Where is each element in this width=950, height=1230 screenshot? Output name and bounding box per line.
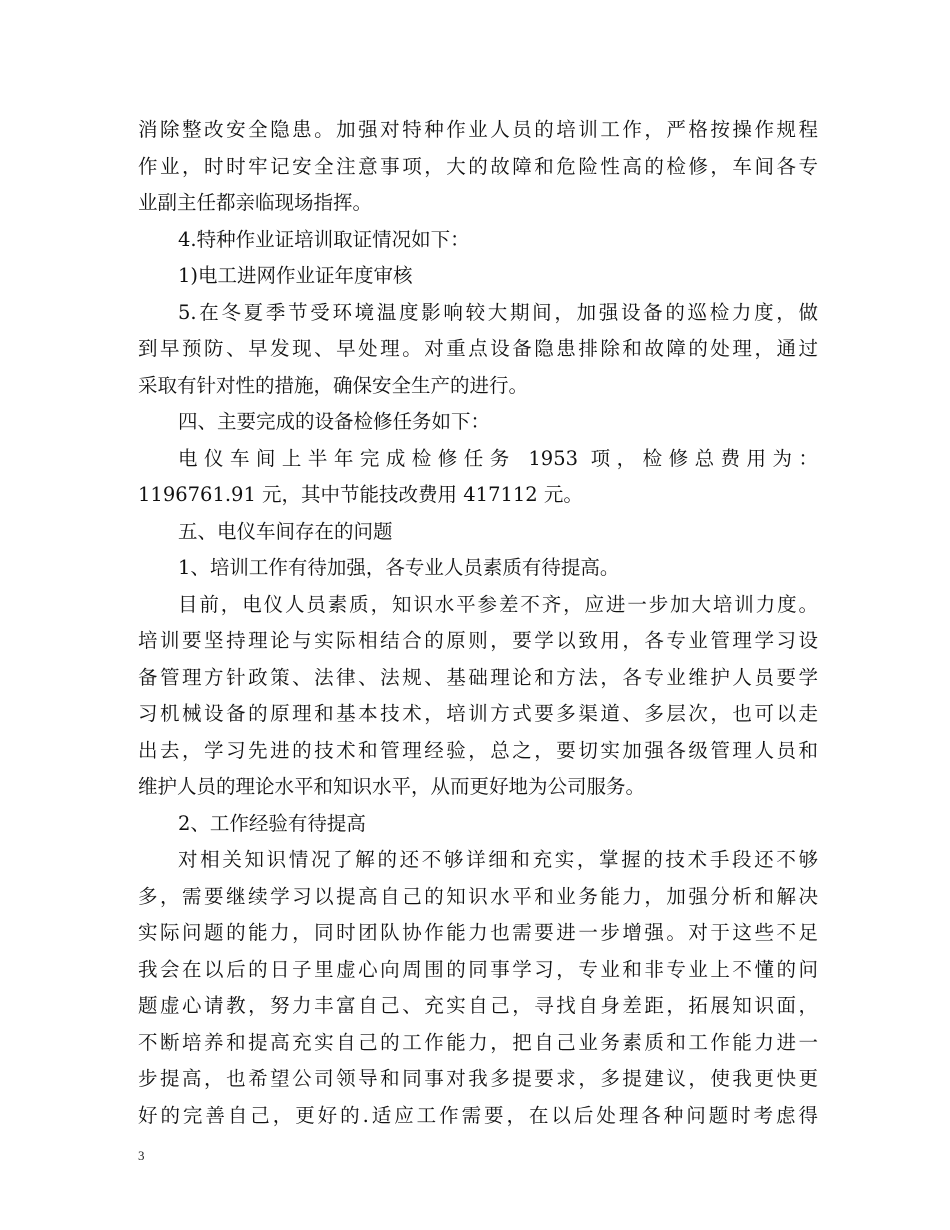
text-line: 采取有针对性的措施，确保安全生产的进行。 — [138, 373, 529, 397]
text-line: 好的完善自己，更好的.适应工作需要，在以后处理各种问题时考虑得 — [138, 1103, 818, 1127]
text-line: 步提高，也希望公司领导和同事对我多提要求，多提建议，使我更快更 — [138, 1067, 818, 1090]
text-line: 习机械设备的原理和基本技术，培训方式要多渠道、多层次，也可以走 — [138, 702, 818, 725]
text-line: 培训要坚持理论与实际相结合的原则，要学以致用，各专业管理学习设 — [138, 629, 818, 652]
text-line: 题虚心请教，努力丰富自己、充实自己，寻找自身差距，拓展知识面， — [138, 994, 818, 1017]
text-line: 实际问题的能力，同时团队协作能力也需要进一步增强。对于这些不足 — [138, 921, 818, 944]
page-number: 3 — [138, 1148, 145, 1163]
text-line: 多，需要继续学习以提高自己的知识水平和业务能力，加强分析和解决 — [138, 884, 818, 908]
body-text — [138, 112, 818, 1134]
text-line: 1)电工进网作业证年度审核 — [178, 264, 413, 287]
text-line: 对相关知识情况了解的还不够详细和充实，掌握的技术手段还不够 — [178, 848, 818, 871]
text-line: 不断培养和提高充实自己的工作能力，把自己业务素质和工作能力进一 — [138, 1030, 818, 1054]
text-line: 业副主任都亲临现场指挥。 — [138, 191, 373, 214]
text-line: 5.在冬夏季节受环境温度影响较大期间，加强设备的巡检力度，做 — [178, 300, 818, 324]
text-line: 1196761.91 元，其中节能技改费用 417112 元。 — [138, 483, 583, 506]
text-line: 消除整改安全隐患。加强对特种作业人员的培训工作，严格按操作规程 — [138, 118, 818, 141]
text-line: 出去，学习先进的技术和管理经验，总之，要切实加强各级管理人员和 — [138, 738, 818, 762]
text-line: 目前，电仪人员素质，知识水平参差不齐，应进一步加大培训力度。 — [178, 592, 818, 616]
section-heading: 四、主要完成的设备检修任务如下： — [178, 410, 491, 433]
text-line: 维护人员的理论水平和知识水平，从而更好地为公司服务。 — [138, 775, 646, 798]
text-line: 我会在以后的日子里虚心向周围的同事学习，专业和非专业上不懂的问 — [138, 957, 818, 981]
text-line: 作业，时时牢记安全注意事项，大的故障和危险性高的检修，车间各专 — [138, 154, 818, 178]
section-heading: 五、电仪车间存在的问题 — [178, 519, 393, 543]
text-line: 4.特种作业证培训取证情况如下： — [178, 227, 470, 251]
subsection-heading: 1、培训工作有待加强，各专业人员素质有待提高。 — [178, 556, 620, 579]
text-line: 备管理方针政策、法律、法规、基础理论和方法，各专业维护人员要学 — [138, 665, 818, 689]
subsection-heading: 2、工作经验有待提高 — [178, 811, 366, 835]
text-line: 到早预防、早发现、早处理。对重点设备隐患排除和故障的处理，通过 — [138, 337, 818, 360]
text-line: 电仪车间上半年完成检修任务 1953 项，检修总费用为： — [178, 446, 818, 470]
